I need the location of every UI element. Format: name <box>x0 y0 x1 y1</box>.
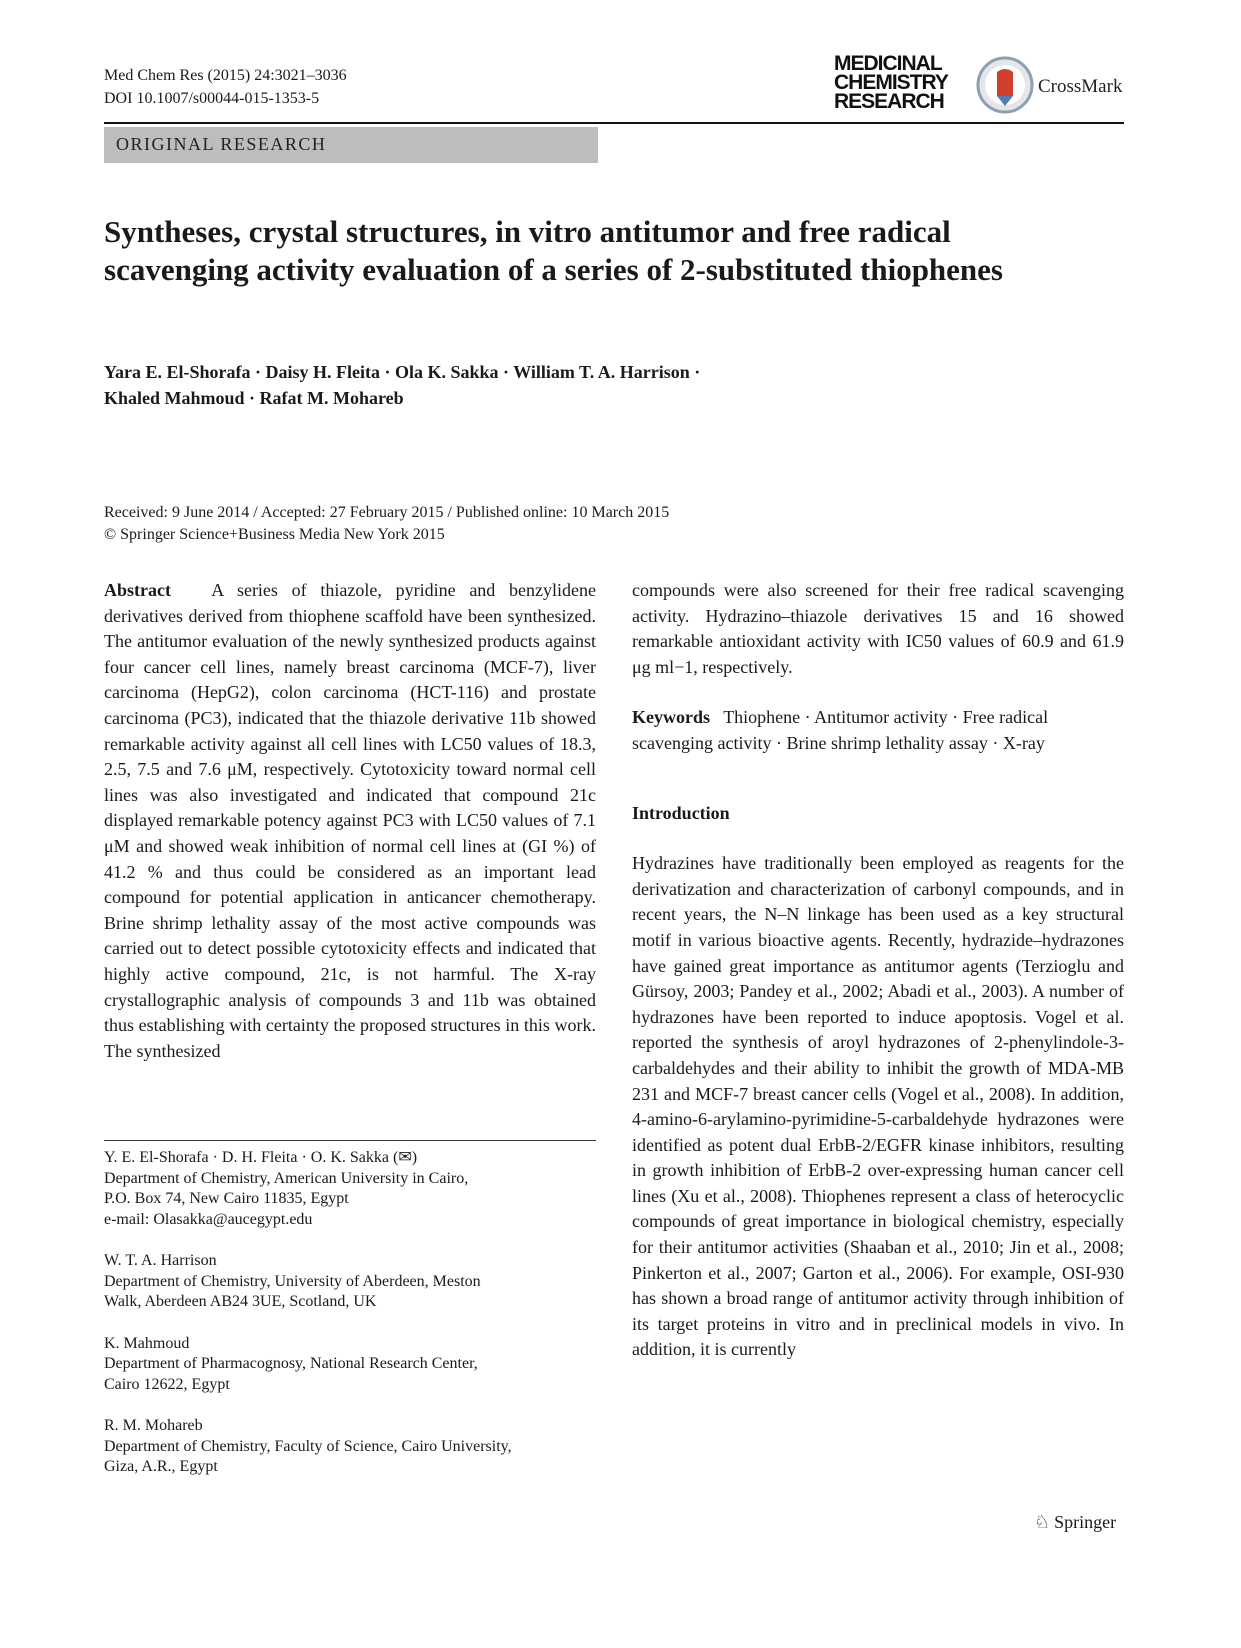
copyright: © Springer Science+Business Media New York 2015 <box>104 526 445 543</box>
crossmark-label: CrossMark <box>1038 76 1123 97</box>
header-rule <box>104 122 1124 124</box>
publisher-footer <box>1034 1512 1116 1533</box>
publication-dates <box>104 502 669 546</box>
section-label: ORIGINAL RESEARCH <box>104 127 598 163</box>
abstract-column <box>104 578 596 1064</box>
introduction-text: Hydrazines have traditionally been employed as reagents for the derivatization and characterization of carbonyl compounds, and in recent years, the N–N linkage has been used as a key structural motif in various bioactive agents. Recently, hydrazide–hydrazones have gained great importance as antitumor agents (Terzioglu and Gürsoy, 2003; Pandey et al., 2002; Abadi et al., 2003). A number of hydrazones have been reported to induce apoptosis. Vogel et al. reported the synthesis of aroyl hydrazones of 2-phenylindole-3-carbaldehydes and their ability to inhibit the growth of MDA-MB 231 and MCF-7 breast cancer cells (Vogel et al., 2008). In addition, 4-amino-6-arylamino-pyrimidine-5-carbaldehyde hydrazones were identified as potent dual ErbB-2/EGFR kinase inhibitors, resulting in growth inhibition of ErbB-2 over-expressing human cancer cell lines (Xu et al., 2008). Thiophenes represent a class of heterocyclic compounds of great importance in biological chemistry, especially for their antitumor activities (Shaaban et al., 2010; Jin et al., 2008; Pinkerton et al., 2007; Garton et al., 2006). For example, OSI-930 has shown a broad range of antitumor activity through inhibition of its target proteins in vitro and in preclinical models in vivo. In addition, it is currently <box>632 853 1124 1360</box>
abstract-label: Abstract <box>104 580 171 600</box>
publisher-name: Springer <box>1054 1512 1117 1532</box>
doi: DOI 10.1007/s00044-015-1353-5 <box>104 90 320 107</box>
email-link[interactable]: e-mail: Olasakka@aucegypt.edu <box>104 1210 313 1228</box>
abstract-continued: compounds were also screened for their free radical scavenging activity. Hydrazino–thiazole derivatives 15 and 16 showed remarkable antioxidant activity with IC50 values of 60.9 and 61.9 μg ml−1, respectively. <box>632 580 1124 677</box>
crossmark-icon[interactable] <box>976 56 1034 114</box>
article-title: Syntheses, crystal structures, in vitro antitumor and free radical scavenging activity evaluation of a series of 2-substituted thiophenes <box>104 214 1003 287</box>
springer-horse-icon: ♘ <box>1034 1512 1051 1532</box>
affiliation-4: R. M. Mohareb Department of Chemistry, Faculty of Science, Cairo University, Giza, A.R., Egypt <box>104 1417 512 1475</box>
history-dates: Received: 9 June 2014 / Accepted: 27 February 2015 / Published online: 10 March 2015 <box>104 504 670 521</box>
affiliation-1: Y. E. El-Shorafa · D. H. Fleita · O. K. Sakka (✉) Department of Chemistry, American University in Cairo, P.O. Box 74, New Cairo 11835, Egypt e-mail: Olasakka@aucegypt.edu <box>104 1148 596 1230</box>
keywords-list: Thiophene · Antitumor activity · Free radical scavenging activity · Brine shrimp lethality assay · X-ray <box>632 707 1049 753</box>
affiliation-3: K. Mahmoud Department of Pharmacognosy, National Research Center, Cairo 12622, Egypt <box>104 1334 478 1393</box>
introduction-heading: Introduction <box>632 802 730 823</box>
footnote-rule <box>104 1140 596 1141</box>
journal-logo <box>834 52 1124 120</box>
author-list: Yara E. El-Shorafa · Daisy H. Fleita · Ola K. Sakka · William T. A. Harrison · Khaled Mahmoud · Rafat M. Mohareb <box>104 362 701 408</box>
right-column <box>632 578 1124 1363</box>
keywords-label: Keywords <box>632 707 710 728</box>
affiliations <box>104 1148 596 1499</box>
journal-citation: Med Chem Res (2015) 24:3021–3036 <box>104 67 347 84</box>
journal-reference <box>104 64 347 110</box>
journal-logo-text: MEDICINAL CHEMISTRY RESEARCH <box>834 52 948 113</box>
abstract-text: A series of thiazole, pyridine and benzylidene derivatives derived from thiophene scaffold have been synthesized. The antitumor evaluation of the newly synthesized products against four cancer cell lines, namely breast carcinoma (MCF-7), liver carcinoma (HepG2), colon carcinoma (HCT-116) and prostate carcinoma (PC3), indicated that the thiazole derivative 11b showed remarkable activity against all cell lines with LC50 values of 18.3, 2.5, 7.5 and 7.6 μM, respectively. Cytotoxicity toward normal cell lines was also investigated and indicated that compound 21c displayed remarkable potency against PC3 with LC50 values of 7.1 μM and showed weak inhibition of normal cell lines at (GI %) of 41.2 % and thus could be considered as an important lead compound for potential application in anticancer chemotherapy. Brine shrimp lethality assay of the most active compounds was carried out to detect possible cytotoxicity effects and indicated that highly active compound, 21c, is not harmful. The X-ray crystallographic analysis of compounds 3 and 11b was obtained thus establishing with certainty the proposed structures in this work. The synthesized <box>104 580 596 1061</box>
keywords <box>632 705 1124 756</box>
affiliation-2: W. T. A. Harrison Department of Chemistry, University of Aberdeen, Meston Walk, Aberdeen AB24 3UE, Scotland, UK <box>104 1252 481 1310</box>
